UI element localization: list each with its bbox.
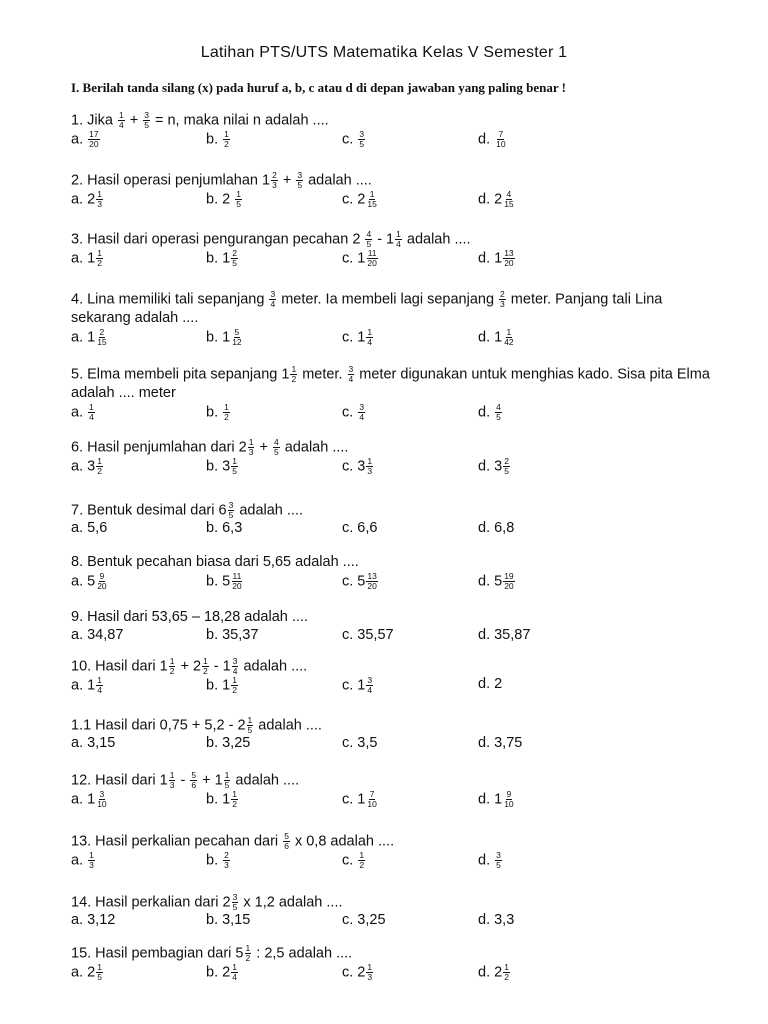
- fraction: $\frac{1}{4}$: [396, 229, 401, 249]
- question-stem: 13. Hasil perkalian pecahan dari $\frac{5}{6}$ x 0,8 adalah ....: [71, 831, 395, 851]
- fraction: $\frac{1}{2}$: [97, 248, 102, 269]
- answer-option-a[interactable]: a. $\frac{1}{3}$: [71, 850, 94, 871]
- answer-option-a[interactable]: a. $\frac{17}{20}$: [71, 129, 99, 150]
- fraction: $\frac{2}{3}$: [500, 289, 505, 309]
- instruction-text: I. Berilah tanda silang (x) pada huruf a, b, c atau d di depan jawaban yang paling benar !: [71, 80, 566, 95]
- question-stem: 8. Bentuk pecahan biasa dari 5,65 adalah ....: [71, 554, 359, 570]
- answer-options: [71, 403, 721, 425]
- fraction: $\frac{3}{4}$: [270, 289, 276, 309]
- page-title: Latihan PTS/UTS Matematika Kelas V Semester 1: [200, 44, 568, 61]
- fraction: $\frac{3}{5}$: [359, 129, 365, 150]
- fraction: $\frac{9}{20}$: [97, 571, 107, 591]
- answer-options: [71, 912, 721, 934]
- answer-option-c[interactable]: c. 2 $\frac{1}{3}$: [342, 962, 373, 983]
- answer-option-b[interactable]: b. 6,3: [206, 520, 243, 537]
- question-item: [71, 771, 721, 812]
- question-stem: 3. Hasil dari operasi pengurangan pecahan 2 $\frac{4}{5}$ - 1 $\frac{1}{4}$ adalah ....: [71, 229, 471, 249]
- answer-option-c[interactable]: c. 3,25: [342, 912, 386, 929]
- answer-option-c[interactable]: c. $\frac{1}{2}$: [342, 850, 365, 871]
- answer-option-a[interactable]: a. 3 $\frac{1}{2}$: [71, 456, 102, 477]
- fraction: $\frac{3}{4}$: [348, 364, 354, 384]
- fraction: $\frac{1}{5}$: [232, 456, 237, 477]
- fraction: $\frac{2}{3}$: [224, 850, 229, 871]
- fraction: $\frac{1}{2}$: [504, 962, 509, 983]
- fraction: $\frac{19}{20}$: [504, 571, 514, 591]
- question-stem: 15. Hasil pembagian dari 5 $\frac{1}{2}$ : 2,5 adalah ....: [71, 943, 353, 963]
- answer-option-b[interactable]: b. 3,15: [206, 912, 251, 929]
- answer-option-c[interactable]: c. 1 $\frac{11}{20}$: [342, 248, 377, 269]
- question-stem: 6. Hasil penjumlahan dari 2 $\frac{1}{3}$ + $\frac{4}{5}$ adalah ....: [71, 437, 349, 457]
- answer-option-c[interactable]: c. 1 $\frac{3}{4}$: [342, 675, 373, 696]
- question-stem: 7. Bentuk desimal dari 6 $\frac{3}{5}$ adalah ....: [71, 500, 304, 520]
- answer-options: [71, 572, 721, 594]
- answer-option-c[interactable]: c. $\frac{3}{4}$: [342, 402, 365, 423]
- answer-option-d[interactable]: d. 2: [478, 676, 503, 693]
- fraction: $\frac{1}{42}$: [504, 327, 514, 348]
- fraction: $\frac{1}{2}$: [245, 943, 251, 963]
- question-item: [71, 438, 721, 479]
- answer-options: [71, 851, 721, 873]
- fraction: $\frac{1}{3}$: [97, 189, 102, 210]
- answer-option-c[interactable]: c. 35,57: [342, 627, 394, 643]
- answer-option-c[interactable]: c. 5 $\frac{13}{20}$: [342, 571, 377, 591]
- answer-options: [71, 130, 721, 152]
- answer-option-b[interactable]: b. 1 $\frac{1}{2}$: [206, 789, 237, 810]
- fraction: $\frac{1}{4}$: [367, 327, 373, 348]
- answer-options: [71, 627, 721, 649]
- fraction: $\frac{3}{5}$: [232, 892, 238, 912]
- answer-option-b[interactable]: b. 1 $\frac{2}{5}$: [206, 248, 237, 269]
- answer-option-d[interactable]: d. 1 $\frac{1}{42}$: [478, 327, 514, 348]
- fraction: $\frac{7}{10}$: [496, 129, 506, 150]
- question-item: [71, 290, 721, 350]
- fraction: $\frac{1}{4}$: [89, 402, 94, 423]
- fraction: $\frac{1}{2}$: [203, 656, 208, 676]
- fraction: $\frac{3}{10}$: [97, 789, 107, 810]
- answer-options: [71, 190, 721, 212]
- fraction: $\frac{4}{5}$: [273, 437, 279, 457]
- answer-option-a[interactable]: a. 2 $\frac{1}{3}$: [71, 189, 102, 210]
- answer-options: [71, 963, 721, 985]
- question-item: [71, 111, 721, 152]
- fraction: $\frac{3}{4}$: [367, 675, 373, 696]
- fraction: $\frac{1}{2}$: [169, 656, 175, 676]
- answer-option-a[interactable]: a. 3,12: [71, 912, 116, 929]
- fraction: $\frac{1}{4}$: [232, 962, 237, 983]
- fraction: $\frac{1}{5}$: [247, 715, 253, 735]
- fraction: $\frac{11}{20}$: [232, 571, 242, 591]
- answer-option-b[interactable]: b. $\frac{1}{2}$: [206, 402, 229, 423]
- answer-option-d[interactable]: d. 2 $\frac{1}{2}$: [478, 962, 509, 983]
- answer-option-d[interactable]: d. 6,8: [478, 520, 515, 537]
- question-item: [71, 230, 721, 271]
- fraction: $\frac{3}{5}$: [228, 500, 234, 520]
- answer-options: [71, 790, 721, 812]
- answer-option-d[interactable]: d. $\frac{7}{10}$: [478, 129, 506, 150]
- fraction: $\frac{5}{6}$: [191, 770, 197, 790]
- answer-options: [71, 328, 721, 350]
- fraction: $\frac{1}{3}$: [248, 437, 254, 457]
- fraction: $\frac{4}{15}$: [504, 189, 514, 210]
- question-stem: 5. Elma membeli pita sepanjang 1 $\frac{1}{2}$ meter. $\frac{3}{4}$ meter digunakan untuk menghias kado. Sisa pita Elma adalah .... meter: [71, 364, 710, 402]
- question-item: [71, 657, 721, 698]
- answer-option-d[interactable]: d. 3,75: [478, 735, 523, 752]
- answer-option-b[interactable]: b. 2 $\frac{1}{5}$: [206, 189, 241, 210]
- answer-option-a[interactable]: a. 5 $\frac{9}{20}$: [71, 571, 107, 591]
- answer-option-d[interactable]: d. $\frac{4}{5}$: [478, 402, 501, 423]
- fraction: $\frac{1}{3}$: [367, 456, 373, 477]
- fraction: $\frac{1}{3}$: [367, 962, 373, 983]
- answer-option-a[interactable]: a. 1 $\frac{3}{10}$: [71, 789, 107, 810]
- question-item: [71, 944, 721, 985]
- answer-option-c[interactable]: c. 1 $\frac{1}{4}$: [342, 327, 373, 348]
- answer-option-c[interactable]: c. 3,5: [342, 735, 378, 752]
- question-item: [71, 832, 721, 873]
- fraction: $\frac{1}{3}$: [89, 850, 94, 871]
- answer-option-d[interactable]: d. 5 $\frac{19}{20}$: [478, 571, 514, 591]
- question-stem: 12. Hasil dari 1 $\frac{1}{3}$ - $\frac{5}{6}$ + 1 $\frac{1}{5}$ adalah ....: [71, 770, 300, 790]
- answer-option-d[interactable]: d. $\frac{3}{5}$: [478, 850, 501, 871]
- answer-option-d[interactable]: d. 2 $\frac{4}{15}$: [478, 189, 514, 210]
- fraction: $\frac{1}{2}$: [97, 456, 102, 477]
- fraction: $\frac{1}{2}$: [359, 850, 365, 871]
- answer-option-d[interactable]: d. 3,3: [478, 912, 515, 929]
- fraction: $\frac{1}{5}$: [97, 962, 102, 983]
- fraction: $\frac{13}{20}$: [367, 571, 377, 591]
- question-stem: 4. Lina memiliki tali sepanjang $\frac{3}{4}$ meter. Ia membeli lagi sepanjang $\frac{2}{3}$ meter. Panjang tali Lina sekarang adalah ....: [71, 289, 663, 327]
- fraction: $\frac{3}{5}$: [144, 110, 149, 130]
- answer-option-b[interactable]: b. 3,25: [206, 735, 251, 752]
- answer-option-a[interactable]: a. 34,87: [71, 627, 124, 643]
- fraction: $\frac{13}{20}$: [504, 248, 514, 269]
- answer-option-b[interactable]: b. 2 $\frac{1}{4}$: [206, 962, 237, 983]
- question-stem: 1.1 Hasil dari 0,75 + 5,2 - 2 $\frac{1}{5}$ adalah ....: [71, 715, 322, 735]
- question-item: [71, 608, 721, 649]
- answer-options: [71, 249, 721, 271]
- answer-option-c[interactable]: c. 6,6: [342, 520, 378, 537]
- question-stem: 10. Hasil dari 1 $\frac{1}{2}$ + 2 $\frac{1}{2}$ - 1 $\frac{3}{4}$ adalah ....: [71, 656, 308, 676]
- fraction: $\frac{1}{2}$: [224, 402, 229, 423]
- fraction: $\frac{5}{6}$: [284, 831, 289, 851]
- answer-option-c[interactable]: c. 2 $\frac{1}{15}$: [342, 189, 377, 210]
- fraction: $\frac{3}{4}$: [359, 402, 365, 423]
- answer-option-c[interactable]: c. 1 $\frac{7}{10}$: [342, 789, 377, 810]
- question-stem: 1. Jika $\frac{1}{4}$ + $\frac{3}{5}$ = n, maka nilai n adalah ....: [71, 110, 329, 130]
- fraction: $\frac{1}{15}$: [367, 189, 377, 210]
- answer-option-d[interactable]: d. 1 $\frac{9}{10}$: [478, 789, 514, 810]
- fraction: $\frac{1}{5}$: [236, 189, 241, 210]
- fraction: $\frac{1}{4}$: [97, 675, 102, 696]
- question-item: [71, 716, 721, 757]
- fraction: $\frac{2}{15}$: [97, 327, 107, 348]
- answer-options: [71, 457, 721, 479]
- fraction: $\frac{17}{20}$: [89, 129, 99, 150]
- question-item: [71, 171, 721, 212]
- answer-option-a[interactable]: a. 3,15: [71, 735, 116, 752]
- fraction: $\frac{3}{5}$: [496, 850, 501, 871]
- answer-option-b[interactable]: b. 1 $\frac{1}{2}$: [206, 675, 237, 696]
- answer-option-b[interactable]: b. $\frac{2}{3}$: [206, 850, 229, 871]
- answer-option-d[interactable]: d. 35,87: [478, 627, 531, 643]
- answer-option-a[interactable]: a. 1 $\frac{1}{4}$: [71, 675, 102, 696]
- fraction: $\frac{1}{2}$: [232, 789, 237, 810]
- answer-options: [71, 735, 721, 757]
- answer-option-b[interactable]: b. 5 $\frac{11}{20}$: [206, 571, 242, 591]
- answer-option-b[interactable]: b. $\frac{1}{2}$: [206, 129, 229, 150]
- fraction: $\frac{2}{5}$: [232, 248, 237, 269]
- fraction: $\frac{1}{3}$: [169, 770, 175, 790]
- answer-option-b[interactable]: b. 35,37: [206, 627, 259, 643]
- answer-option-a[interactable]: a. 5,6: [71, 520, 108, 537]
- answer-option-a[interactable]: a. 1 $\frac{1}{2}$: [71, 248, 102, 269]
- answer-option-a[interactable]: a. $\frac{1}{4}$: [71, 402, 94, 423]
- question-item: [71, 501, 721, 542]
- answer-option-a[interactable]: a. 1 $\frac{2}{15}$: [71, 327, 107, 348]
- question-stem: 9. Hasil dari 53,65 – 18,28 adalah ....: [71, 609, 308, 625]
- fraction: $\frac{7}{10}$: [367, 789, 377, 810]
- answer-options: [71, 676, 721, 698]
- fraction: $\frac{2}{5}$: [504, 456, 509, 477]
- answer-option-d[interactable]: d. 1 $\frac{13}{20}$: [478, 248, 514, 269]
- answer-option-b[interactable]: b. 3 $\frac{1}{5}$: [206, 456, 237, 477]
- answer-options: [71, 520, 721, 542]
- fraction: $\frac{11}{20}$: [367, 248, 377, 269]
- fraction: $\frac{5}{12}$: [232, 327, 242, 348]
- fraction: $\frac{2}{3}$: [272, 170, 277, 190]
- fraction: $\frac{1}{4}$: [118, 110, 124, 130]
- fraction: $\frac{1}{2}$: [224, 129, 229, 150]
- fraction: $\frac{4}{5}$: [496, 402, 501, 423]
- answer-option-b[interactable]: b. 1 $\frac{5}{12}$: [206, 327, 242, 348]
- fraction: $\frac{3}{4}$: [232, 656, 238, 676]
- fraction: $\frac{1}{2}$: [232, 675, 237, 696]
- fraction: $\frac{4}{5}$: [366, 229, 372, 249]
- question-item: [71, 553, 721, 594]
- fraction: $\frac{1}{2}$: [291, 364, 297, 384]
- fraction: $\frac{1}{5}$: [224, 770, 230, 790]
- answer-option-a[interactable]: a. 2 $\frac{1}{5}$: [71, 962, 102, 983]
- question-stem: 2. Hasil operasi penjumlahan 1 $\frac{2}{3}$ + $\frac{3}{5}$ adalah ....: [71, 170, 372, 190]
- fraction: $\frac{9}{10}$: [504, 789, 514, 810]
- question-item: [71, 893, 721, 934]
- answer-option-c[interactable]: c. $\frac{3}{5}$: [342, 129, 365, 150]
- fraction: $\frac{3}{5}$: [297, 170, 303, 190]
- question-stem: 14. Hasil perkalian dari 2 $\frac{3}{5}$ x 1,2 adalah ....: [71, 892, 343, 912]
- answer-option-d[interactable]: d. 3 $\frac{2}{5}$: [478, 456, 509, 477]
- answer-option-c[interactable]: c. 3 $\frac{1}{3}$: [342, 456, 373, 477]
- question-item: [71, 365, 721, 425]
